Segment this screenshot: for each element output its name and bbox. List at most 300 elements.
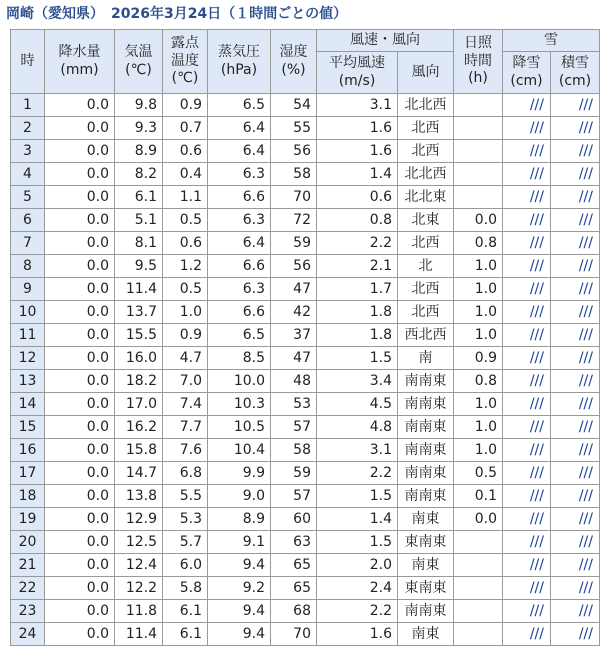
cell-sunshine (454, 117, 503, 140)
cell-snowfall: /// (503, 600, 551, 623)
cell-precipitation: 0.0 (45, 485, 115, 508)
cell-snowfall: /// (503, 347, 551, 370)
cell-wind-speed: 2.4 (317, 577, 398, 600)
table-row (11, 623, 600, 646)
cell-wind-direction: 北東 (398, 209, 454, 232)
cell-dew-point: 0.7 (163, 117, 208, 140)
header-dew-point: 露点 温度 (℃) (163, 30, 208, 94)
cell-dew-point: 5.7 (163, 531, 208, 554)
cell-sunshine: 1.0 (454, 255, 503, 278)
cell-wind-speed: 1.8 (317, 324, 398, 347)
cell-sunshine: 0.8 (454, 232, 503, 255)
cell-vapor-pressure: 6.5 (208, 324, 271, 347)
cell-snow-depth: /// (551, 577, 600, 600)
cell-wind-direction: 南東 (398, 554, 454, 577)
cell-humidity: 57 (271, 416, 317, 439)
cell-temperature: 8.2 (115, 163, 163, 186)
cell-hour: 23 (11, 600, 45, 623)
cell-vapor-pressure: 9.0 (208, 485, 271, 508)
cell-wind-direction: 南 (398, 347, 454, 370)
cell-sunshine: 0.8 (454, 370, 503, 393)
cell-hour: 1 (11, 94, 45, 117)
header-humidity: 湿度 (%) (271, 30, 317, 94)
cell-vapor-pressure: 9.2 (208, 577, 271, 600)
cell-snowfall: /// (503, 416, 551, 439)
cell-wind-direction: 南南東 (398, 462, 454, 485)
cell-wind-direction: 南南東 (398, 416, 454, 439)
cell-precipitation: 0.0 (45, 508, 115, 531)
cell-wind-speed: 1.8 (317, 301, 398, 324)
cell-temperature: 9.3 (115, 117, 163, 140)
cell-hour: 6 (11, 209, 45, 232)
table-row (11, 232, 600, 255)
cell-snowfall: /// (503, 439, 551, 462)
cell-wind-speed: 2.2 (317, 232, 398, 255)
header-wind-speed: 平均風速 (m/s) (317, 52, 398, 94)
cell-vapor-pressure: 6.5 (208, 94, 271, 117)
cell-sunshine: 1.0 (454, 278, 503, 301)
cell-wind-direction: 北西 (398, 232, 454, 255)
cell-vapor-pressure: 10.5 (208, 416, 271, 439)
cell-hour: 10 (11, 301, 45, 324)
cell-precipitation: 0.0 (45, 278, 115, 301)
cell-temperature: 11.4 (115, 278, 163, 301)
cell-dew-point: 5.5 (163, 485, 208, 508)
cell-snowfall: /// (503, 117, 551, 140)
cell-vapor-pressure: 9.1 (208, 531, 271, 554)
cell-temperature: 15.5 (115, 324, 163, 347)
cell-precipitation: 0.0 (45, 255, 115, 278)
header-vapor-pressure: 蒸気圧 (hPa) (208, 30, 271, 94)
cell-precipitation: 0.0 (45, 577, 115, 600)
cell-wind-direction: 北北西 (398, 94, 454, 117)
cell-hour: 19 (11, 508, 45, 531)
cell-snow-depth: /// (551, 163, 600, 186)
cell-hour: 13 (11, 370, 45, 393)
cell-precipitation: 0.0 (45, 140, 115, 163)
cell-sunshine: 0.0 (454, 508, 503, 531)
cell-dew-point: 1.1 (163, 186, 208, 209)
cell-wind-direction: 南南東 (398, 370, 454, 393)
cell-humidity: 42 (271, 301, 317, 324)
cell-hour: 7 (11, 232, 45, 255)
cell-snowfall: /// (503, 577, 551, 600)
cell-snow-depth: /// (551, 370, 600, 393)
cell-snowfall: /// (503, 209, 551, 232)
cell-wind-direction: 南東 (398, 623, 454, 646)
cell-wind-speed: 1.6 (317, 117, 398, 140)
cell-humidity: 47 (271, 278, 317, 301)
cell-dew-point: 5.3 (163, 508, 208, 531)
cell-wind-speed: 2.2 (317, 600, 398, 623)
header-snow-depth: 積雪 (cm) (551, 52, 600, 94)
cell-precipitation: 0.0 (45, 209, 115, 232)
table-row (11, 278, 600, 301)
table-row (11, 140, 600, 163)
cell-sunshine (454, 94, 503, 117)
cell-sunshine: 0.0 (454, 209, 503, 232)
cell-sunshine: 1.0 (454, 324, 503, 347)
cell-sunshine: 0.1 (454, 485, 503, 508)
cell-snowfall: /// (503, 255, 551, 278)
cell-sunshine (454, 600, 503, 623)
cell-sunshine: 1.0 (454, 416, 503, 439)
table-row (11, 347, 600, 370)
cell-humidity: 59 (271, 232, 317, 255)
cell-dew-point: 0.4 (163, 163, 208, 186)
cell-precipitation: 0.0 (45, 301, 115, 324)
cell-temperature: 15.8 (115, 439, 163, 462)
header-wind-direction: 風向 (398, 52, 454, 94)
cell-precipitation: 0.0 (45, 347, 115, 370)
cell-snowfall: /// (503, 163, 551, 186)
cell-wind-direction: 北北西 (398, 163, 454, 186)
cell-snowfall: /// (503, 370, 551, 393)
cell-wind-direction: 南南東 (398, 439, 454, 462)
cell-precipitation: 0.0 (45, 554, 115, 577)
cell-hour: 8 (11, 255, 45, 278)
cell-precipitation: 0.0 (45, 94, 115, 117)
cell-dew-point: 6.8 (163, 462, 208, 485)
cell-wind-speed: 2.2 (317, 462, 398, 485)
cell-sunshine: 0.5 (454, 462, 503, 485)
table-row (11, 163, 600, 186)
cell-sunshine (454, 554, 503, 577)
cell-humidity: 48 (271, 370, 317, 393)
cell-vapor-pressure: 6.6 (208, 255, 271, 278)
table-row (11, 554, 600, 577)
cell-snow-depth: /// (551, 439, 600, 462)
header-temperature: 気温 (℃) (115, 30, 163, 94)
cell-vapor-pressure: 10.3 (208, 393, 271, 416)
cell-dew-point: 6.1 (163, 623, 208, 646)
cell-vapor-pressure: 9.4 (208, 600, 271, 623)
cell-wind-speed: 1.5 (317, 531, 398, 554)
cell-humidity: 54 (271, 94, 317, 117)
cell-hour: 16 (11, 439, 45, 462)
cell-snow-depth: /// (551, 140, 600, 163)
cell-dew-point: 1.2 (163, 255, 208, 278)
cell-dew-point: 4.7 (163, 347, 208, 370)
cell-snow-depth: /// (551, 554, 600, 577)
cell-humidity: 70 (271, 186, 317, 209)
cell-wind-speed: 3.4 (317, 370, 398, 393)
cell-wind-direction: 北西 (398, 117, 454, 140)
cell-precipitation: 0.0 (45, 600, 115, 623)
cell-snow-depth: /// (551, 278, 600, 301)
cell-vapor-pressure: 6.4 (208, 140, 271, 163)
cell-wind-direction: 南東 (398, 508, 454, 531)
cell-hour: 2 (11, 117, 45, 140)
cell-sunshine: 1.0 (454, 439, 503, 462)
cell-vapor-pressure: 6.4 (208, 232, 271, 255)
cell-snow-depth: /// (551, 255, 600, 278)
cell-hour: 15 (11, 416, 45, 439)
header-snowfall: 降雪 (cm) (503, 52, 551, 94)
cell-snow-depth: /// (551, 324, 600, 347)
cell-humidity: 47 (271, 347, 317, 370)
cell-sunshine: 1.0 (454, 301, 503, 324)
cell-precipitation: 0.0 (45, 439, 115, 462)
cell-temperature: 12.5 (115, 531, 163, 554)
cell-wind-speed: 4.5 (317, 393, 398, 416)
cell-humidity: 65 (271, 577, 317, 600)
cell-snow-depth: /// (551, 416, 600, 439)
table-row (11, 531, 600, 554)
header-snow-group: 雪 (503, 30, 600, 52)
cell-wind-direction: 南南東 (398, 485, 454, 508)
cell-vapor-pressure: 6.6 (208, 186, 271, 209)
cell-temperature: 6.1 (115, 186, 163, 209)
cell-humidity: 55 (271, 117, 317, 140)
cell-hour: 21 (11, 554, 45, 577)
table-row (11, 324, 600, 347)
cell-humidity: 72 (271, 209, 317, 232)
cell-sunshine: 1.0 (454, 393, 503, 416)
cell-vapor-pressure: 6.3 (208, 163, 271, 186)
cell-wind-speed: 3.1 (317, 439, 398, 462)
cell-dew-point: 0.6 (163, 140, 208, 163)
cell-vapor-pressure: 6.4 (208, 117, 271, 140)
cell-humidity: 63 (271, 531, 317, 554)
cell-wind-speed: 1.4 (317, 163, 398, 186)
cell-snowfall: /// (503, 462, 551, 485)
cell-snow-depth: /// (551, 600, 600, 623)
cell-wind-speed: 1.5 (317, 347, 398, 370)
cell-wind-direction: 北 (398, 255, 454, 278)
cell-snow-depth: /// (551, 117, 600, 140)
cell-dew-point: 0.5 (163, 209, 208, 232)
cell-wind-speed: 1.4 (317, 508, 398, 531)
cell-snow-depth: /// (551, 623, 600, 646)
cell-humidity: 37 (271, 324, 317, 347)
cell-wind-speed: 1.6 (317, 623, 398, 646)
cell-temperature: 8.1 (115, 232, 163, 255)
cell-snowfall: /// (503, 186, 551, 209)
table-row (11, 117, 600, 140)
header-wind-group: 風速・風向 (317, 30, 454, 52)
cell-snowfall: /// (503, 278, 551, 301)
table-row (11, 577, 600, 600)
table-row (11, 301, 600, 324)
cell-wind-speed: 1.7 (317, 278, 398, 301)
table-row (11, 439, 600, 462)
cell-hour: 18 (11, 485, 45, 508)
cell-humidity: 58 (271, 439, 317, 462)
cell-snowfall: /// (503, 301, 551, 324)
cell-snowfall: /// (503, 508, 551, 531)
table-row (11, 485, 600, 508)
cell-wind-direction: 東南東 (398, 577, 454, 600)
cell-precipitation: 0.0 (45, 117, 115, 140)
cell-humidity: 58 (271, 163, 317, 186)
cell-hour: 4 (11, 163, 45, 186)
cell-humidity: 53 (271, 393, 317, 416)
header-sunshine: 日照 時間 (h) (454, 30, 503, 94)
weather-table-container (10, 29, 600, 646)
cell-wind-direction: 東南東 (398, 531, 454, 554)
table-row (11, 94, 600, 117)
cell-temperature: 12.4 (115, 554, 163, 577)
cell-wind-direction: 南南東 (398, 600, 454, 623)
hourly-weather-table (10, 29, 600, 646)
cell-hour: 22 (11, 577, 45, 600)
cell-wind-direction: 北西 (398, 140, 454, 163)
cell-vapor-pressure: 10.0 (208, 370, 271, 393)
cell-precipitation: 0.0 (45, 186, 115, 209)
cell-snowfall: /// (503, 554, 551, 577)
cell-snowfall: /// (503, 94, 551, 117)
cell-wind-direction: 北西 (398, 278, 454, 301)
cell-snowfall: /// (503, 393, 551, 416)
cell-hour: 3 (11, 140, 45, 163)
cell-precipitation: 0.0 (45, 324, 115, 347)
cell-temperature: 12.2 (115, 577, 163, 600)
cell-snow-depth: /// (551, 462, 600, 485)
cell-vapor-pressure: 6.6 (208, 301, 271, 324)
page-title: 岡崎（愛知県） 2026年3月24日（１時間ごとの値） (6, 6, 348, 22)
cell-snow-depth: /// (551, 209, 600, 232)
cell-vapor-pressure: 9.4 (208, 623, 271, 646)
cell-vapor-pressure: 6.3 (208, 209, 271, 232)
cell-humidity: 60 (271, 508, 317, 531)
cell-humidity: 56 (271, 255, 317, 278)
cell-temperature: 9.8 (115, 94, 163, 117)
cell-sunshine (454, 163, 503, 186)
cell-precipitation: 0.0 (45, 163, 115, 186)
cell-hour: 12 (11, 347, 45, 370)
cell-hour: 24 (11, 623, 45, 646)
table-row (11, 508, 600, 531)
cell-snow-depth: /// (551, 94, 600, 117)
cell-wind-speed: 1.5 (317, 485, 398, 508)
table-row (11, 600, 600, 623)
cell-precipitation: 0.0 (45, 462, 115, 485)
cell-sunshine (454, 531, 503, 554)
table-row (11, 393, 600, 416)
cell-vapor-pressure: 8.9 (208, 508, 271, 531)
cell-humidity: 59 (271, 462, 317, 485)
cell-snow-depth: /// (551, 232, 600, 255)
cell-snowfall: /// (503, 623, 551, 646)
header-precipitation: 降水量 (mm) (45, 30, 115, 94)
table-row (11, 186, 600, 209)
cell-temperature: 9.5 (115, 255, 163, 278)
cell-hour: 20 (11, 531, 45, 554)
cell-temperature: 5.1 (115, 209, 163, 232)
cell-temperature: 17.0 (115, 393, 163, 416)
cell-wind-speed: 4.8 (317, 416, 398, 439)
cell-snowfall: /// (503, 140, 551, 163)
cell-dew-point: 7.7 (163, 416, 208, 439)
cell-hour: 9 (11, 278, 45, 301)
cell-dew-point: 7.0 (163, 370, 208, 393)
cell-precipitation: 0.0 (45, 623, 115, 646)
cell-wind-speed: 1.6 (317, 140, 398, 163)
cell-wind-direction: 南南東 (398, 393, 454, 416)
cell-wind-direction: 北西 (398, 301, 454, 324)
cell-temperature: 14.7 (115, 462, 163, 485)
cell-temperature: 12.9 (115, 508, 163, 531)
cell-dew-point: 0.6 (163, 232, 208, 255)
cell-humidity: 68 (271, 600, 317, 623)
cell-humidity: 70 (271, 623, 317, 646)
table-row (11, 255, 600, 278)
cell-dew-point: 5.8 (163, 577, 208, 600)
cell-wind-direction: 西北西 (398, 324, 454, 347)
cell-hour: 17 (11, 462, 45, 485)
cell-temperature: 18.2 (115, 370, 163, 393)
cell-hour: 14 (11, 393, 45, 416)
cell-wind-speed: 2.1 (317, 255, 398, 278)
cell-temperature: 13.7 (115, 301, 163, 324)
cell-snow-depth: /// (551, 508, 600, 531)
cell-dew-point: 7.4 (163, 393, 208, 416)
header-hour: 時 (11, 30, 45, 94)
cell-sunshine (454, 186, 503, 209)
cell-snow-depth: /// (551, 531, 600, 554)
cell-wind-speed: 0.6 (317, 186, 398, 209)
cell-precipitation: 0.0 (45, 393, 115, 416)
cell-hour: 5 (11, 186, 45, 209)
cell-vapor-pressure: 6.3 (208, 278, 271, 301)
cell-dew-point: 1.0 (163, 301, 208, 324)
table-row (11, 462, 600, 485)
cell-snowfall: /// (503, 232, 551, 255)
cell-precipitation: 0.0 (45, 416, 115, 439)
cell-temperature: 8.9 (115, 140, 163, 163)
cell-wind-speed: 2.0 (317, 554, 398, 577)
cell-sunshine (454, 623, 503, 646)
cell-snow-depth: /// (551, 301, 600, 324)
cell-vapor-pressure: 10.4 (208, 439, 271, 462)
cell-sunshine (454, 577, 503, 600)
cell-temperature: 11.8 (115, 600, 163, 623)
cell-snow-depth: /// (551, 393, 600, 416)
cell-dew-point: 6.0 (163, 554, 208, 577)
cell-snowfall: /// (503, 485, 551, 508)
table-row (11, 370, 600, 393)
cell-temperature: 16.0 (115, 347, 163, 370)
cell-dew-point: 0.9 (163, 324, 208, 347)
cell-vapor-pressure: 9.9 (208, 462, 271, 485)
cell-hour: 11 (11, 324, 45, 347)
table-row (11, 416, 600, 439)
cell-dew-point: 7.6 (163, 439, 208, 462)
cell-precipitation: 0.0 (45, 531, 115, 554)
cell-precipitation: 0.0 (45, 232, 115, 255)
cell-dew-point: 0.5 (163, 278, 208, 301)
cell-humidity: 56 (271, 140, 317, 163)
cell-humidity: 57 (271, 485, 317, 508)
cell-temperature: 13.8 (115, 485, 163, 508)
cell-snowfall: /// (503, 324, 551, 347)
cell-snow-depth: /// (551, 347, 600, 370)
cell-dew-point: 0.9 (163, 94, 208, 117)
cell-wind-speed: 3.1 (317, 94, 398, 117)
cell-dew-point: 6.1 (163, 600, 208, 623)
cell-sunshine: 0.9 (454, 347, 503, 370)
cell-vapor-pressure: 9.4 (208, 554, 271, 577)
cell-temperature: 11.4 (115, 623, 163, 646)
table-row (11, 209, 600, 232)
cell-snow-depth: /// (551, 186, 600, 209)
cell-wind-speed: 0.8 (317, 209, 398, 232)
cell-vapor-pressure: 8.5 (208, 347, 271, 370)
cell-wind-direction: 北北東 (398, 186, 454, 209)
cell-humidity: 65 (271, 554, 317, 577)
cell-temperature: 16.2 (115, 416, 163, 439)
